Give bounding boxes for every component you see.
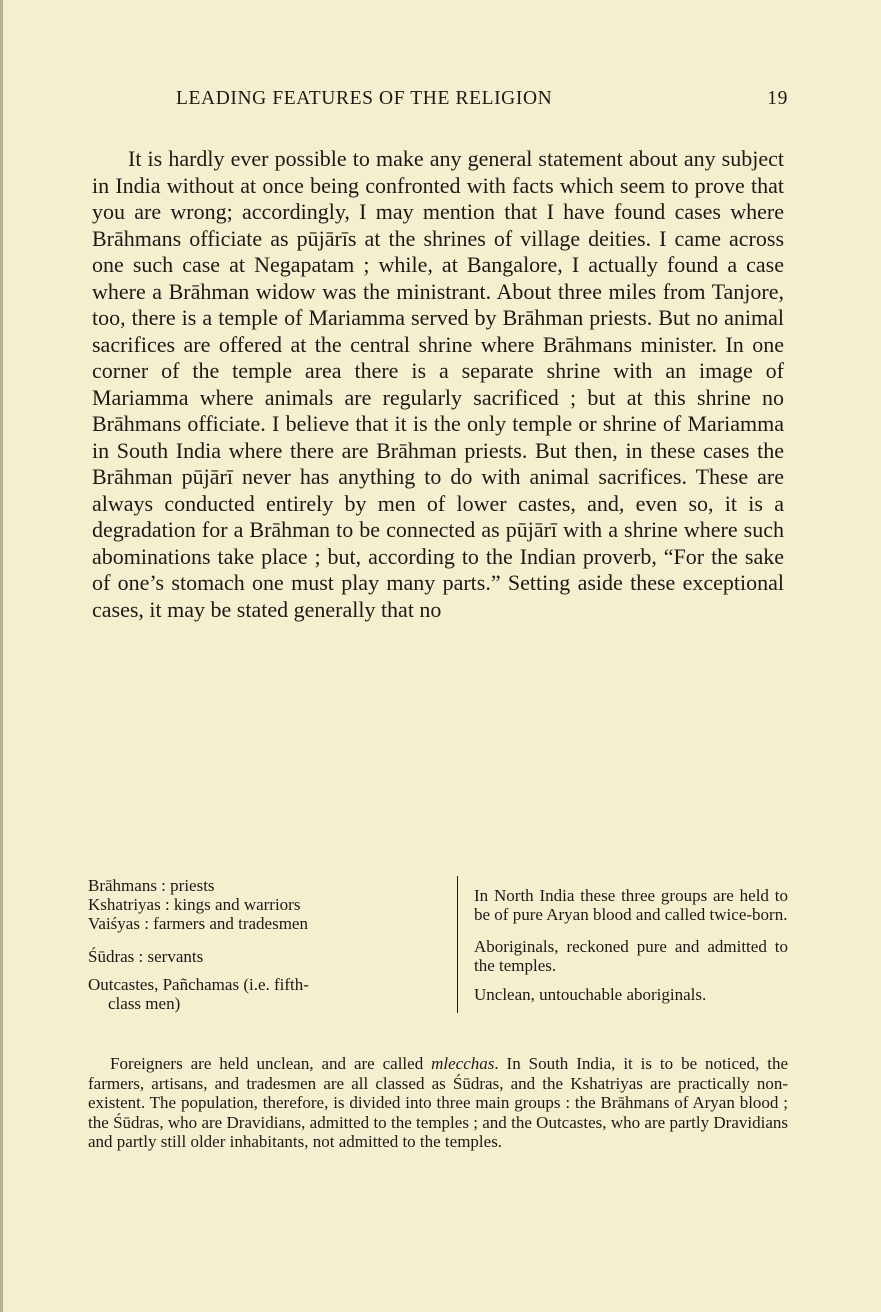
sudras-note: Aboriginals, reckoned pure and admitted to the temples. [474, 937, 788, 975]
caste-row-outcastes [88, 975, 788, 1013]
brace-outcastes [458, 975, 473, 1013]
outcastes-note: Unclean, untouchable aboriginals. [474, 984, 707, 1004]
body-paragraph: It is hardly ever possible to make any general statement about any subject in India without at once being confronted with facts which seem to prove that you are wrong; accordingly, I may mention that I have found cases where Brāhmans officiate as pūjārīs at the shrines of village deities. I came across one such case at Negapatam ; while, at Bangalore, I actually found a case where a Brāhman widow was the ministrant. About three miles from Tanjore, too, there is a temple of Mariamma served by Brāhman priests. But no animal sacrifices are offered at the central shrine where Brāhmans minister. In one corner of the temple area there is a separate shrine with an image of Mariamma where animals are regularly sacrificed ; but at this shrine no Brāhmans officiate. I believe that it is the only temple or shrine of Mariamma in South India where there are Brāhman priests. But then, in these cases the Brāhman pūjārī never has anything to do with animal sacrifices. These are always conducted entirely by men of lower castes, and, even so, it is a degradation for a Brāhman to be connected as pūjārī with a shrine where such abominations take place ; but, according to the Indian proverb, “For the sake of one’s stomach one must play many parts.” Setting aside these exceptional cases, it may be stated generally that no [92, 146, 784, 622]
footnote-paragraph [88, 1054, 788, 1152]
caste-kshatriyas: Kshatriyas : kings and warriors [88, 895, 301, 914]
caste-row-twice-born [88, 876, 788, 933]
twice-born-note: In North India these three groups are held to be of pure Aryan blood and called twice-born. [474, 885, 788, 924]
page-number: 19 [767, 88, 788, 109]
running-title: LEADING FEATURES OF THE RELIGION [176, 88, 553, 109]
footnote-term-mlecchas: mlecchas [431, 1054, 495, 1073]
running-header [176, 88, 788, 110]
caste-sudras: Śūdras : servants [88, 946, 204, 966]
outcastes-line-1: Outcastes, Pañchamas (i.e. fifth- [88, 975, 309, 994]
outcastes-line-2: class men) [108, 994, 181, 1013]
main-text [92, 146, 784, 623]
caste-brahmans: Brāhmans : priests [88, 876, 215, 895]
footnote-text-start: Foreigners are held unclean, and are called [110, 1054, 432, 1073]
caste-outcastes [88, 975, 458, 1013]
footnote-text-rest: . In South India, it is to be noticed, the farmers, artisans, and tradesmen are all classed as Śūdras, and the Kshatriyas are practically non-existent. The population, therefore, is divided into three main groups : the Brāhmans of Aryan blood ; the Śūdras, who are Dravidians, admitted to the temples ; and the Outcastes, who are partly Dravidians and partly still older inhabitants, not admitted to the temples. [88, 1054, 788, 1151]
twice-born-castes [88, 876, 458, 933]
caste-table [88, 876, 788, 1013]
brace-twice-born [458, 876, 473, 933]
caste-vaisyas: Vaiśyas : farmers and tradesmen [88, 914, 308, 933]
brace-sudras [458, 933, 473, 975]
caste-row-sudras [88, 933, 788, 975]
page-edge [0, 0, 3, 1312]
